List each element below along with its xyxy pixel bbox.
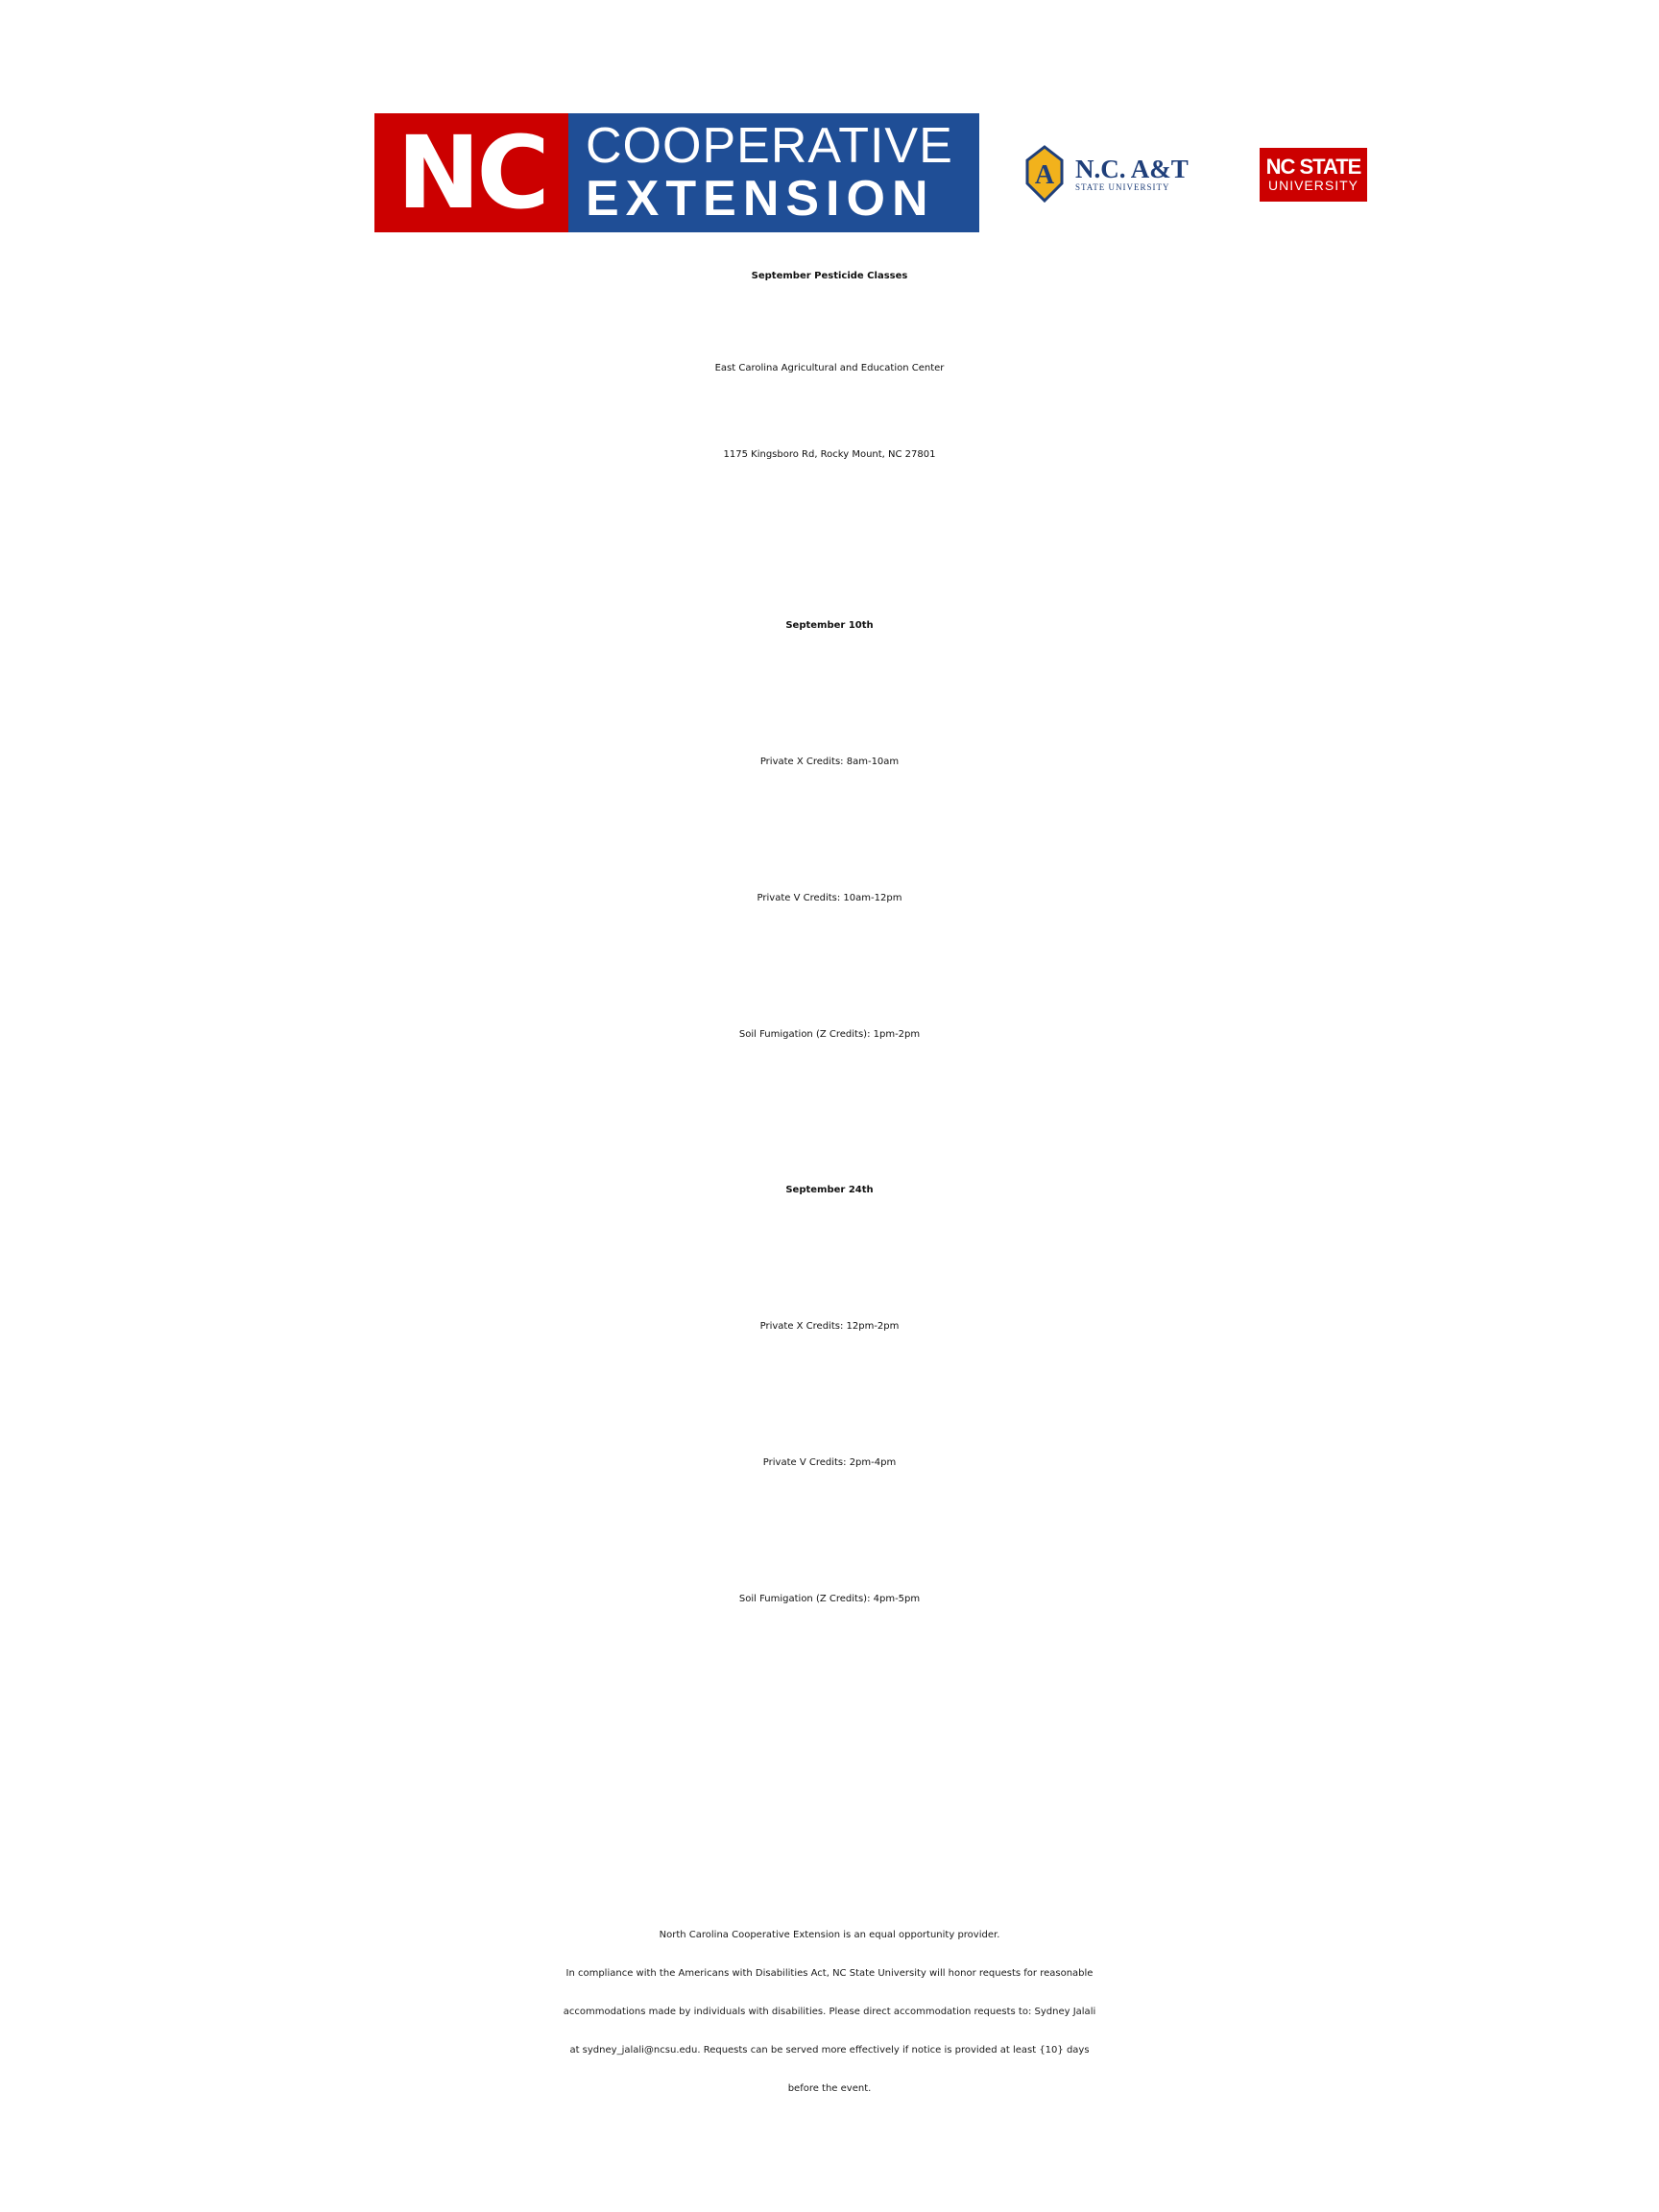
session-item: Private X Credits: 12pm-2pm [759, 1321, 900, 1332]
nc-logo-wordmark [568, 113, 979, 232]
footer-line: before the event. [787, 2083, 872, 2094]
nc-logo-mark: NC [374, 113, 568, 232]
footer-line: In compliance with the Americans with Disabilities Act, NC State University will honor requests for reasonable [565, 1968, 1094, 1979]
nc-state-line2: UNIVERSITY [1267, 178, 1358, 193]
footer-disclaimer [0, 1916, 1659, 2108]
date-heading: September 24th [785, 1185, 874, 1195]
nc-cooperative-extension-logo [374, 113, 979, 232]
date-heading: September 10th [785, 620, 874, 631]
nc-at-sub: STATE UNIVERSITY [1075, 182, 1170, 192]
aggie-emblem-icon [1020, 145, 1070, 203]
session-item: Private X Credits: 8am-10am [759, 757, 900, 767]
footer-line: North Carolina Cooperative Extension is an equal opportunity provider. [659, 1930, 1000, 1940]
session-item: Soil Fumigation (Z Credits): 1pm-2pm [738, 1029, 921, 1040]
nc-logo-line2: EXTENSION [586, 171, 935, 227]
session-item: Private V Credits: 10am-12pm [757, 893, 902, 903]
nc-at-name: N.C. A&T [1075, 155, 1189, 183]
nc-state-logo [1260, 148, 1367, 202]
nc-logo-line1: COOPERATIVE [586, 118, 953, 174]
nc-at-logo [1020, 144, 1192, 204]
session-item: Private V Credits: 2pm-4pm [762, 1457, 897, 1468]
page-title: September Pesticide Classes [751, 271, 908, 281]
svg-text:A: A [1034, 160, 1055, 190]
logo-bar [0, 0, 1659, 250]
venue-name: East Carolina Agricultural and Education Center [714, 363, 945, 373]
session-item: Soil Fumigation (Z Credits): 4pm-5pm [738, 1594, 921, 1604]
footer-line: at sydney_jalali@ncsu.edu. Requests can be served more effectively if notice is provided at least {10} days [569, 2045, 1090, 2056]
venue-address: 1175 Kingsboro Rd, Rocky Mount, NC 27801 [723, 449, 936, 460]
footer-line: accommodations made by individuals with disabilities. Please direct accommodation requests to: Sydney Jalali [563, 2007, 1096, 2017]
nc-state-line1: NC STATE [1265, 155, 1361, 179]
